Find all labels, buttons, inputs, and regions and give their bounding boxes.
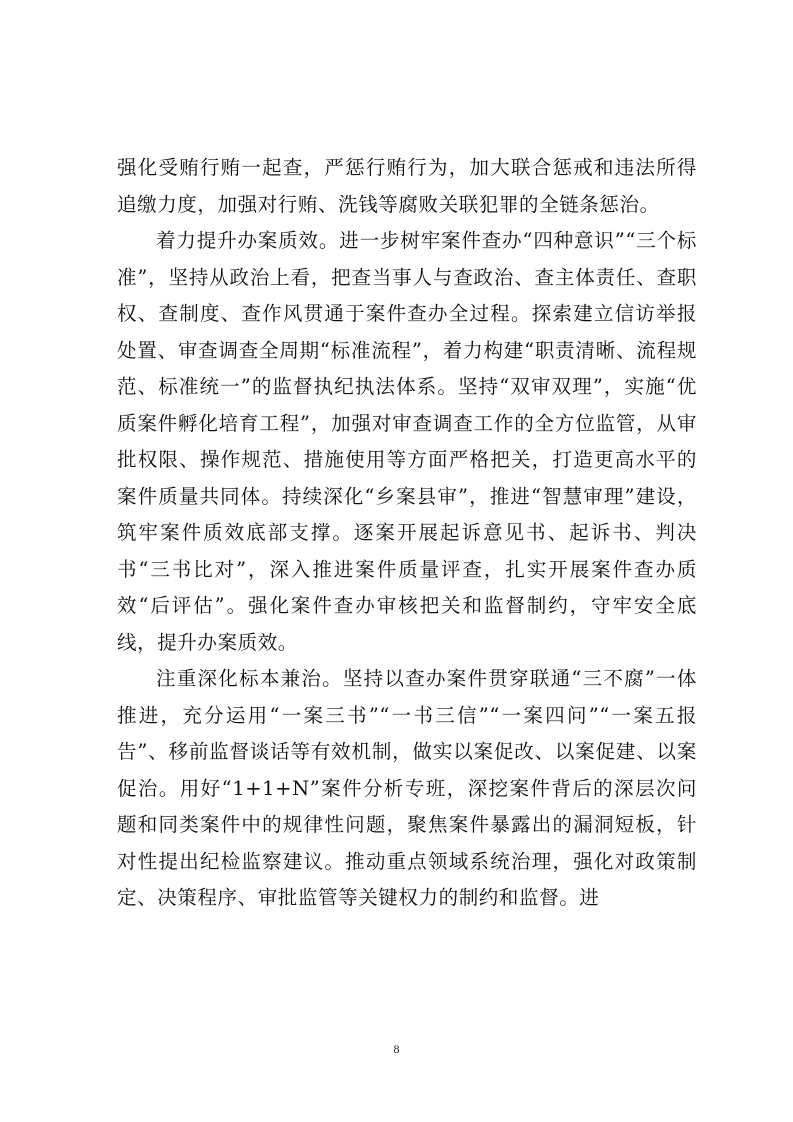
- page-number: 8: [393, 1042, 400, 1056]
- paragraph-case-quality: 着力提升办案质效。进一步树牢案件查办“四种意识”“三个标准”，坚持从政治上看，把查当事人与查政治、查主体责任、查职权、查制度、查作风贯通于案件查办全过程。探索建立信访举报处置、审查调查全周期“标准流程”，着力构建“职责清晰、流程规范、标准统一”的监督执纪执法体系。坚持“双审双理”，实施“优质案件孵化培育工程”，加强对审查调查工作的全方位监管，从审批权限、操作规范、措施使用等方面严格把关，打造更高水平的案件质量共同体。持续深化“乡案县审”，推进“智慧审理”建设，筑牢案件质效底部支撑。逐案开展起诉意见书、起诉书、判决书“三书比对”，深入推进案件质量评查，扎实开展案件查办质效“后评估”。强化案件查办审核把关和监督制约，守牢安全底线，提升办案质效。: [117, 229, 697, 654]
- body-text: [117, 150, 697, 917]
- paragraph-root-cause-governance: 注重深化标本兼治。坚持以查办案件贯穿联通“三不腐”一体推进，充分运用“一案三书”“一书三信”“一案四问”“一案五报告”、移前监督谈话等有效机制，做实以案促改、以案促建、以案促治。用好“1+1+N”案件分析专班，深挖案件背后的深层次问题和同类案件中的规律性问题，聚焦案件暴露出的漏洞短板，针对性提出纪检监察建议。推动重点领域系统治理，强化对政策制定、决策程序、审批监管等关键权力的制约和监督。进: [117, 667, 697, 909]
- paragraph-continuation: 强化受贿行贿一起查，严惩行贿行为，加大联合惩戒和违法所得追缴力度，加强对行贿、洗钱等腐败关联犯罪的全链条惩治。: [117, 156, 697, 216]
